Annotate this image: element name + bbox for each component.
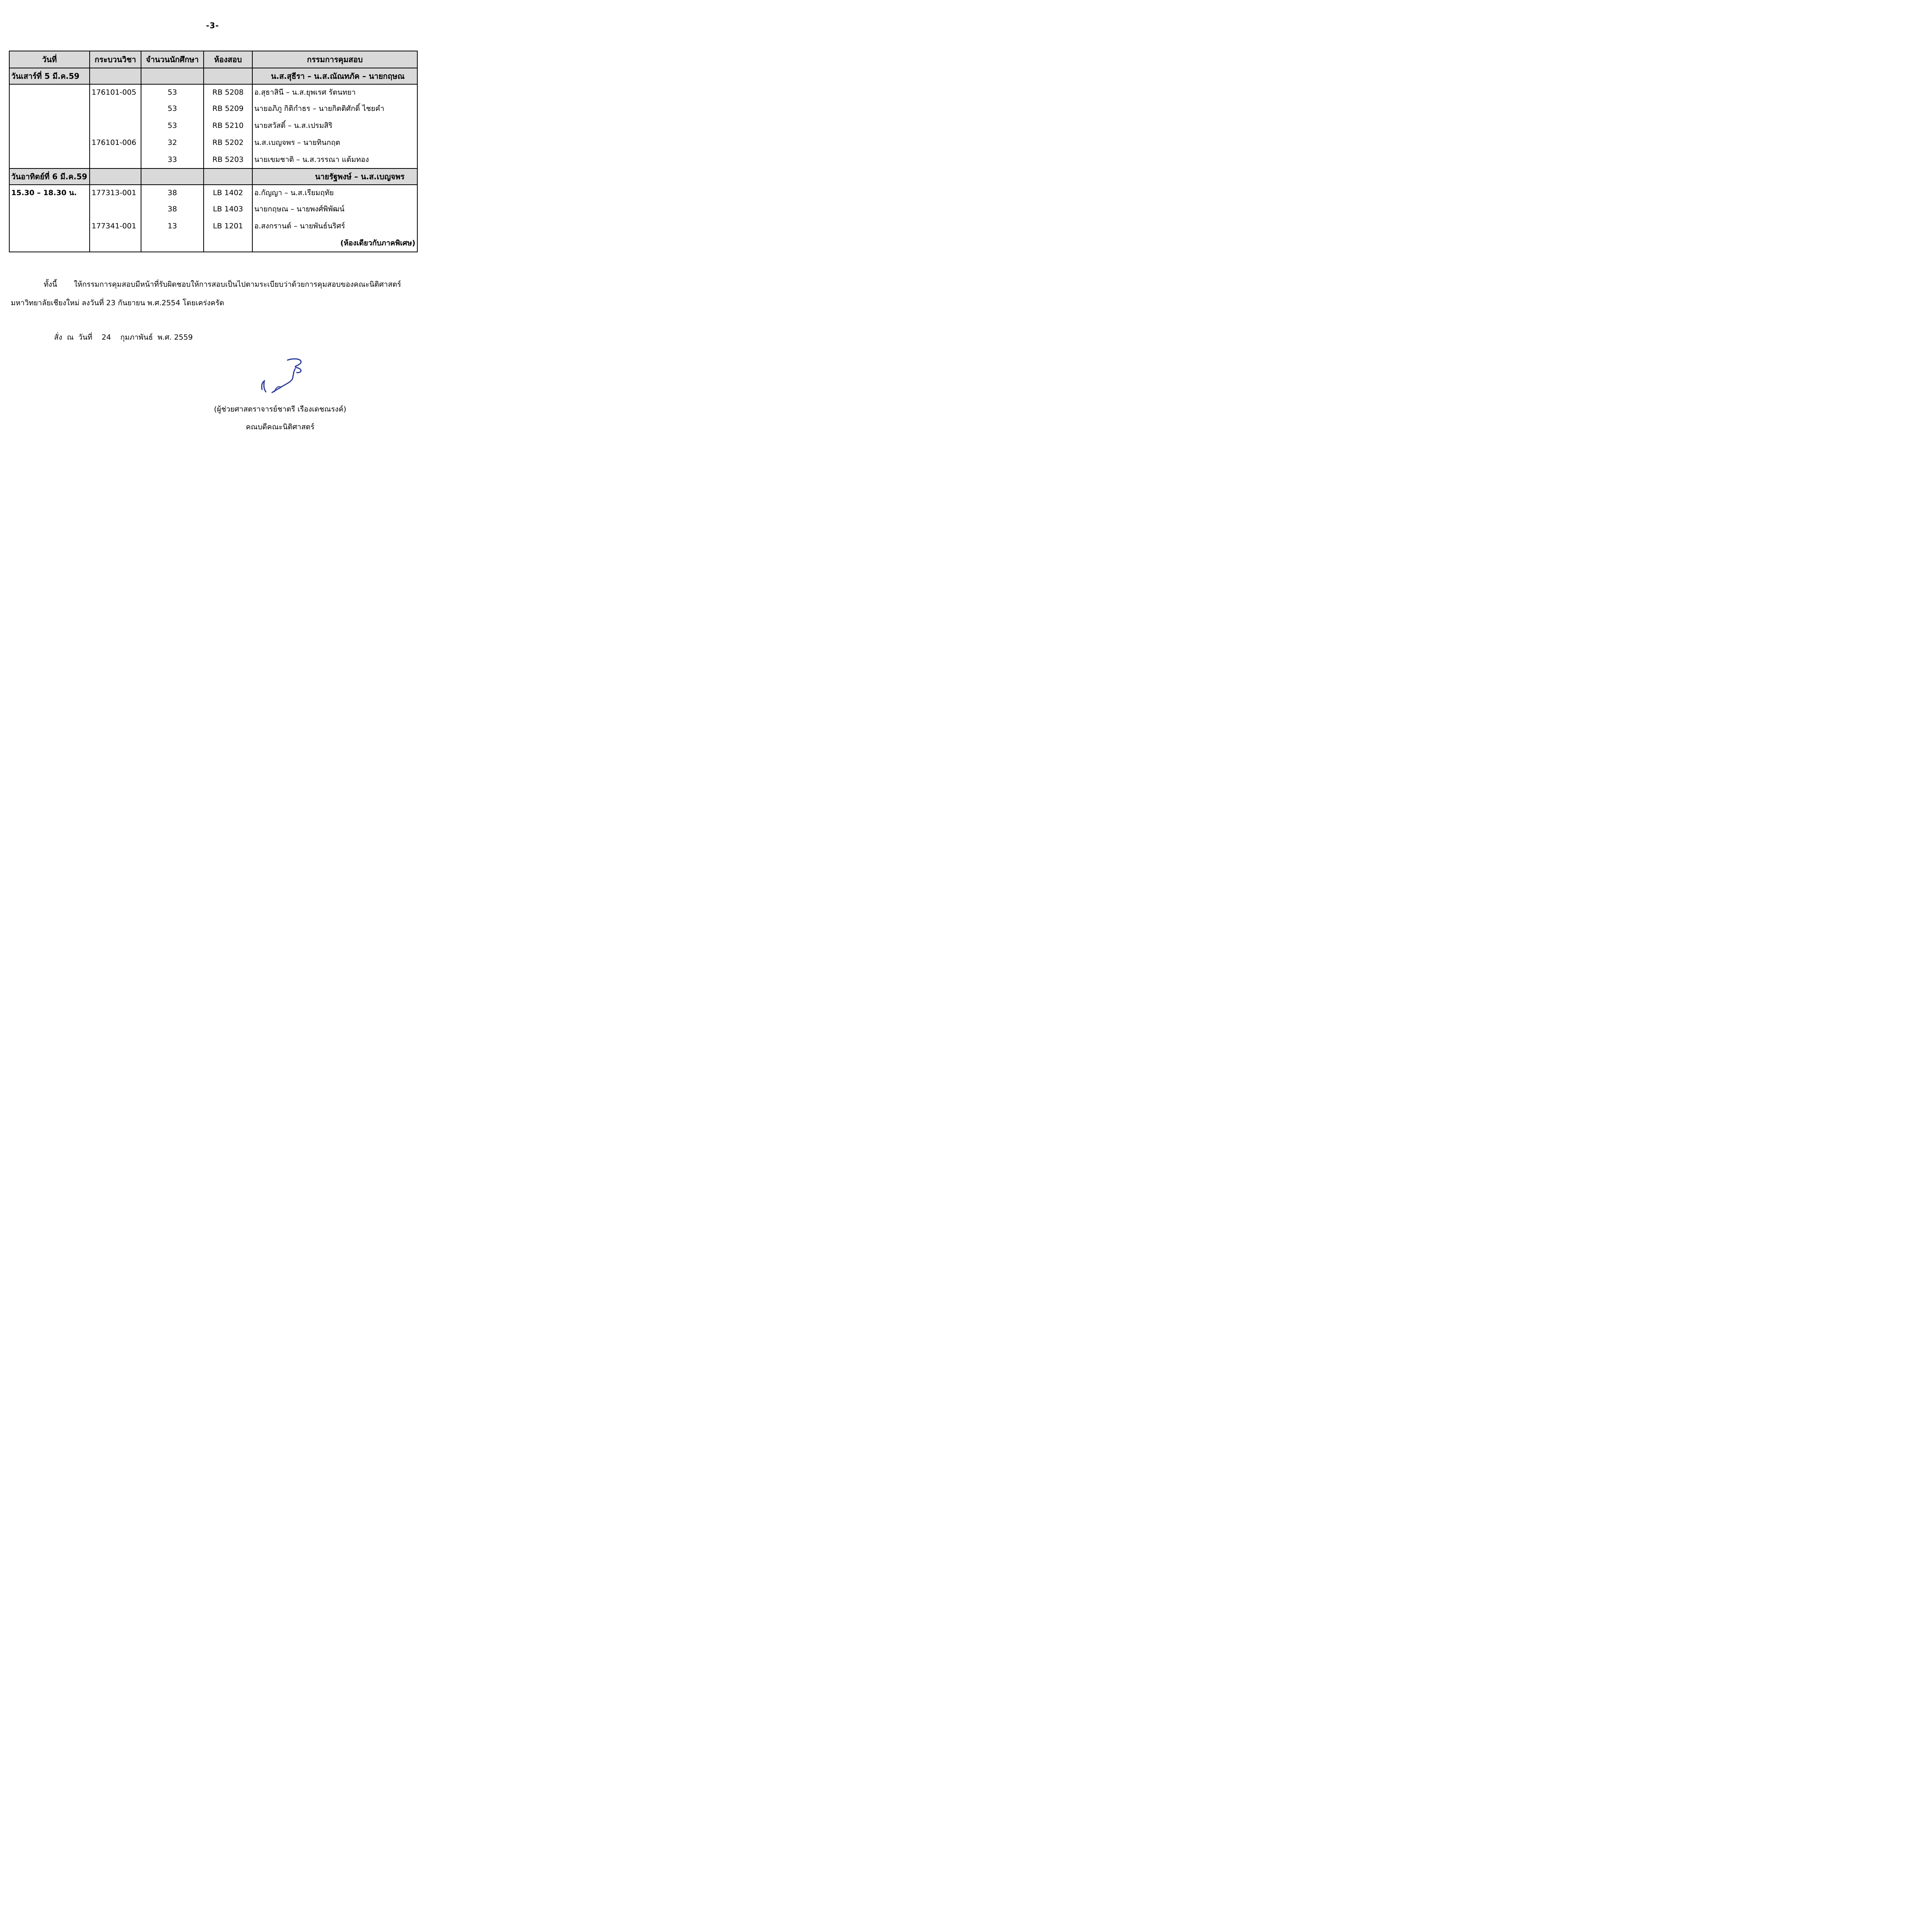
- page-number: -3-: [206, 21, 219, 30]
- order-date: สั่ง ณ วันที่ 24 กุมภาพันธ์ พ.ศ. 2559: [54, 333, 193, 342]
- cell-committee: นายกฤษณ – นายพงศ์พิพัฒน์: [252, 201, 417, 218]
- section-date: วันอาทิตย์ที่ 6 มี.ค.59: [9, 168, 90, 185]
- cell-room: RB 5208: [204, 84, 252, 100]
- signer-title: คณบดีคณะนิติศาสตร์: [246, 423, 315, 431]
- cell-time: [9, 201, 90, 218]
- table-row: [9, 151, 417, 168]
- room-note: (ห้องเดียวกับภาคพิเศษ): [252, 235, 417, 252]
- header-course: กระบวนวิชา: [90, 51, 141, 68]
- cell-committee: อ.กัญญา – น.ส.เรียมฤทัย: [252, 185, 417, 201]
- table-row: [9, 218, 417, 235]
- instruction-paragraph: ทั้งนี้ ให้กรรมการคุมสอบมีหน้าที่รับผิดชอบให้การสอบเป็นไปตามระเบียบว่าด้วยการคุมสอบของคณะนิติศาสตร์ มหาวิทยาลัยเชียงใหม่ ลงวันที่ 23 กันยายน พ.ศ.2554 โดยเคร่งครัด: [11, 280, 401, 307]
- cell-count: 53: [141, 84, 204, 100]
- signer-name: (ผู้ช่วยศาสตราจารย์ชาตรี เรืองเดชณรงค์): [214, 405, 347, 413]
- table-row: [9, 100, 417, 117]
- date-row-saturday: [9, 68, 417, 84]
- cell-committee: นายอภิภู กิติกำธร – นายกิตติศักดิ์ ไชยคำ: [252, 100, 417, 117]
- cell-course: [90, 151, 141, 168]
- cell-room: RB 5203: [204, 151, 252, 168]
- cell-committee: อ.สุธาสินี – น.ส.ยุพเรศ รัตนทยา: [252, 84, 417, 100]
- cell-room: LB 1402: [204, 185, 252, 201]
- cell-course: 176101-005: [90, 84, 141, 100]
- cell-count: 38: [141, 185, 204, 201]
- header-date: วันที่: [9, 51, 90, 68]
- table-row: [9, 201, 417, 218]
- table-row: [9, 117, 417, 134]
- cell-time: 15.30 – 18.30 น.: [9, 185, 90, 201]
- cell-course: [90, 100, 141, 117]
- section-head-committee: นายรัฐพงษ์ – น.ส.เบญจพร: [252, 168, 417, 185]
- cell-time: [9, 100, 90, 117]
- cell-committee: อ.สงกรานต์ – นายพันธ์นริศร์: [252, 218, 417, 235]
- cell-count: 53: [141, 117, 204, 134]
- date-row-sunday: [9, 168, 417, 185]
- cell-count: 13: [141, 218, 204, 235]
- cell-room: RB 5202: [204, 134, 252, 151]
- cell-time: [9, 151, 90, 168]
- cell-course: [90, 117, 141, 134]
- cell-time: [9, 134, 90, 151]
- header-student-count: จำนวนนักศึกษา: [141, 51, 204, 68]
- header-exam-room: ห้องสอบ: [204, 51, 252, 68]
- cell-course: 176101-006: [90, 134, 141, 151]
- exam-committee-table: [9, 51, 418, 252]
- cell-committee: นายสวัสดิ์ – น.ส.เปรมสิริ: [252, 117, 417, 134]
- cell-time: [9, 218, 90, 235]
- table-header-row: [9, 51, 417, 68]
- table-row: [9, 134, 417, 151]
- cell-count: 33: [141, 151, 204, 168]
- cell-room: RB 5210: [204, 117, 252, 134]
- cell-time: [9, 84, 90, 100]
- cell-room: LB 1403: [204, 201, 252, 218]
- cell-room: LB 1201: [204, 218, 252, 235]
- table-row: [9, 84, 417, 100]
- cell-committee: นายเขมชาติ – น.ส.วรรณา แต้มทอง: [252, 151, 417, 168]
- section-date: วันเสาร์ที่ 5 มี.ค.59: [9, 68, 90, 84]
- section-head-committee: น.ส.สุธีรา – น.ส.ณัณทภัค – นายกฤษณ: [252, 68, 417, 84]
- cell-room: RB 5209: [204, 100, 252, 117]
- cell-course: [90, 201, 141, 218]
- header-committee: กรรมการคุมสอบ: [252, 51, 417, 68]
- table-row-note: [9, 235, 417, 252]
- cell-committee: น.ส.เบญจพร – นายทินกฤต: [252, 134, 417, 151]
- cell-course: 177313-001: [90, 185, 141, 201]
- cell-time: [9, 117, 90, 134]
- cell-count: 38: [141, 201, 204, 218]
- table-row: [9, 185, 417, 201]
- cell-course: 177341-001: [90, 218, 141, 235]
- cell-count: 53: [141, 100, 204, 117]
- cell-count: 32: [141, 134, 204, 151]
- signature-image: [255, 352, 309, 398]
